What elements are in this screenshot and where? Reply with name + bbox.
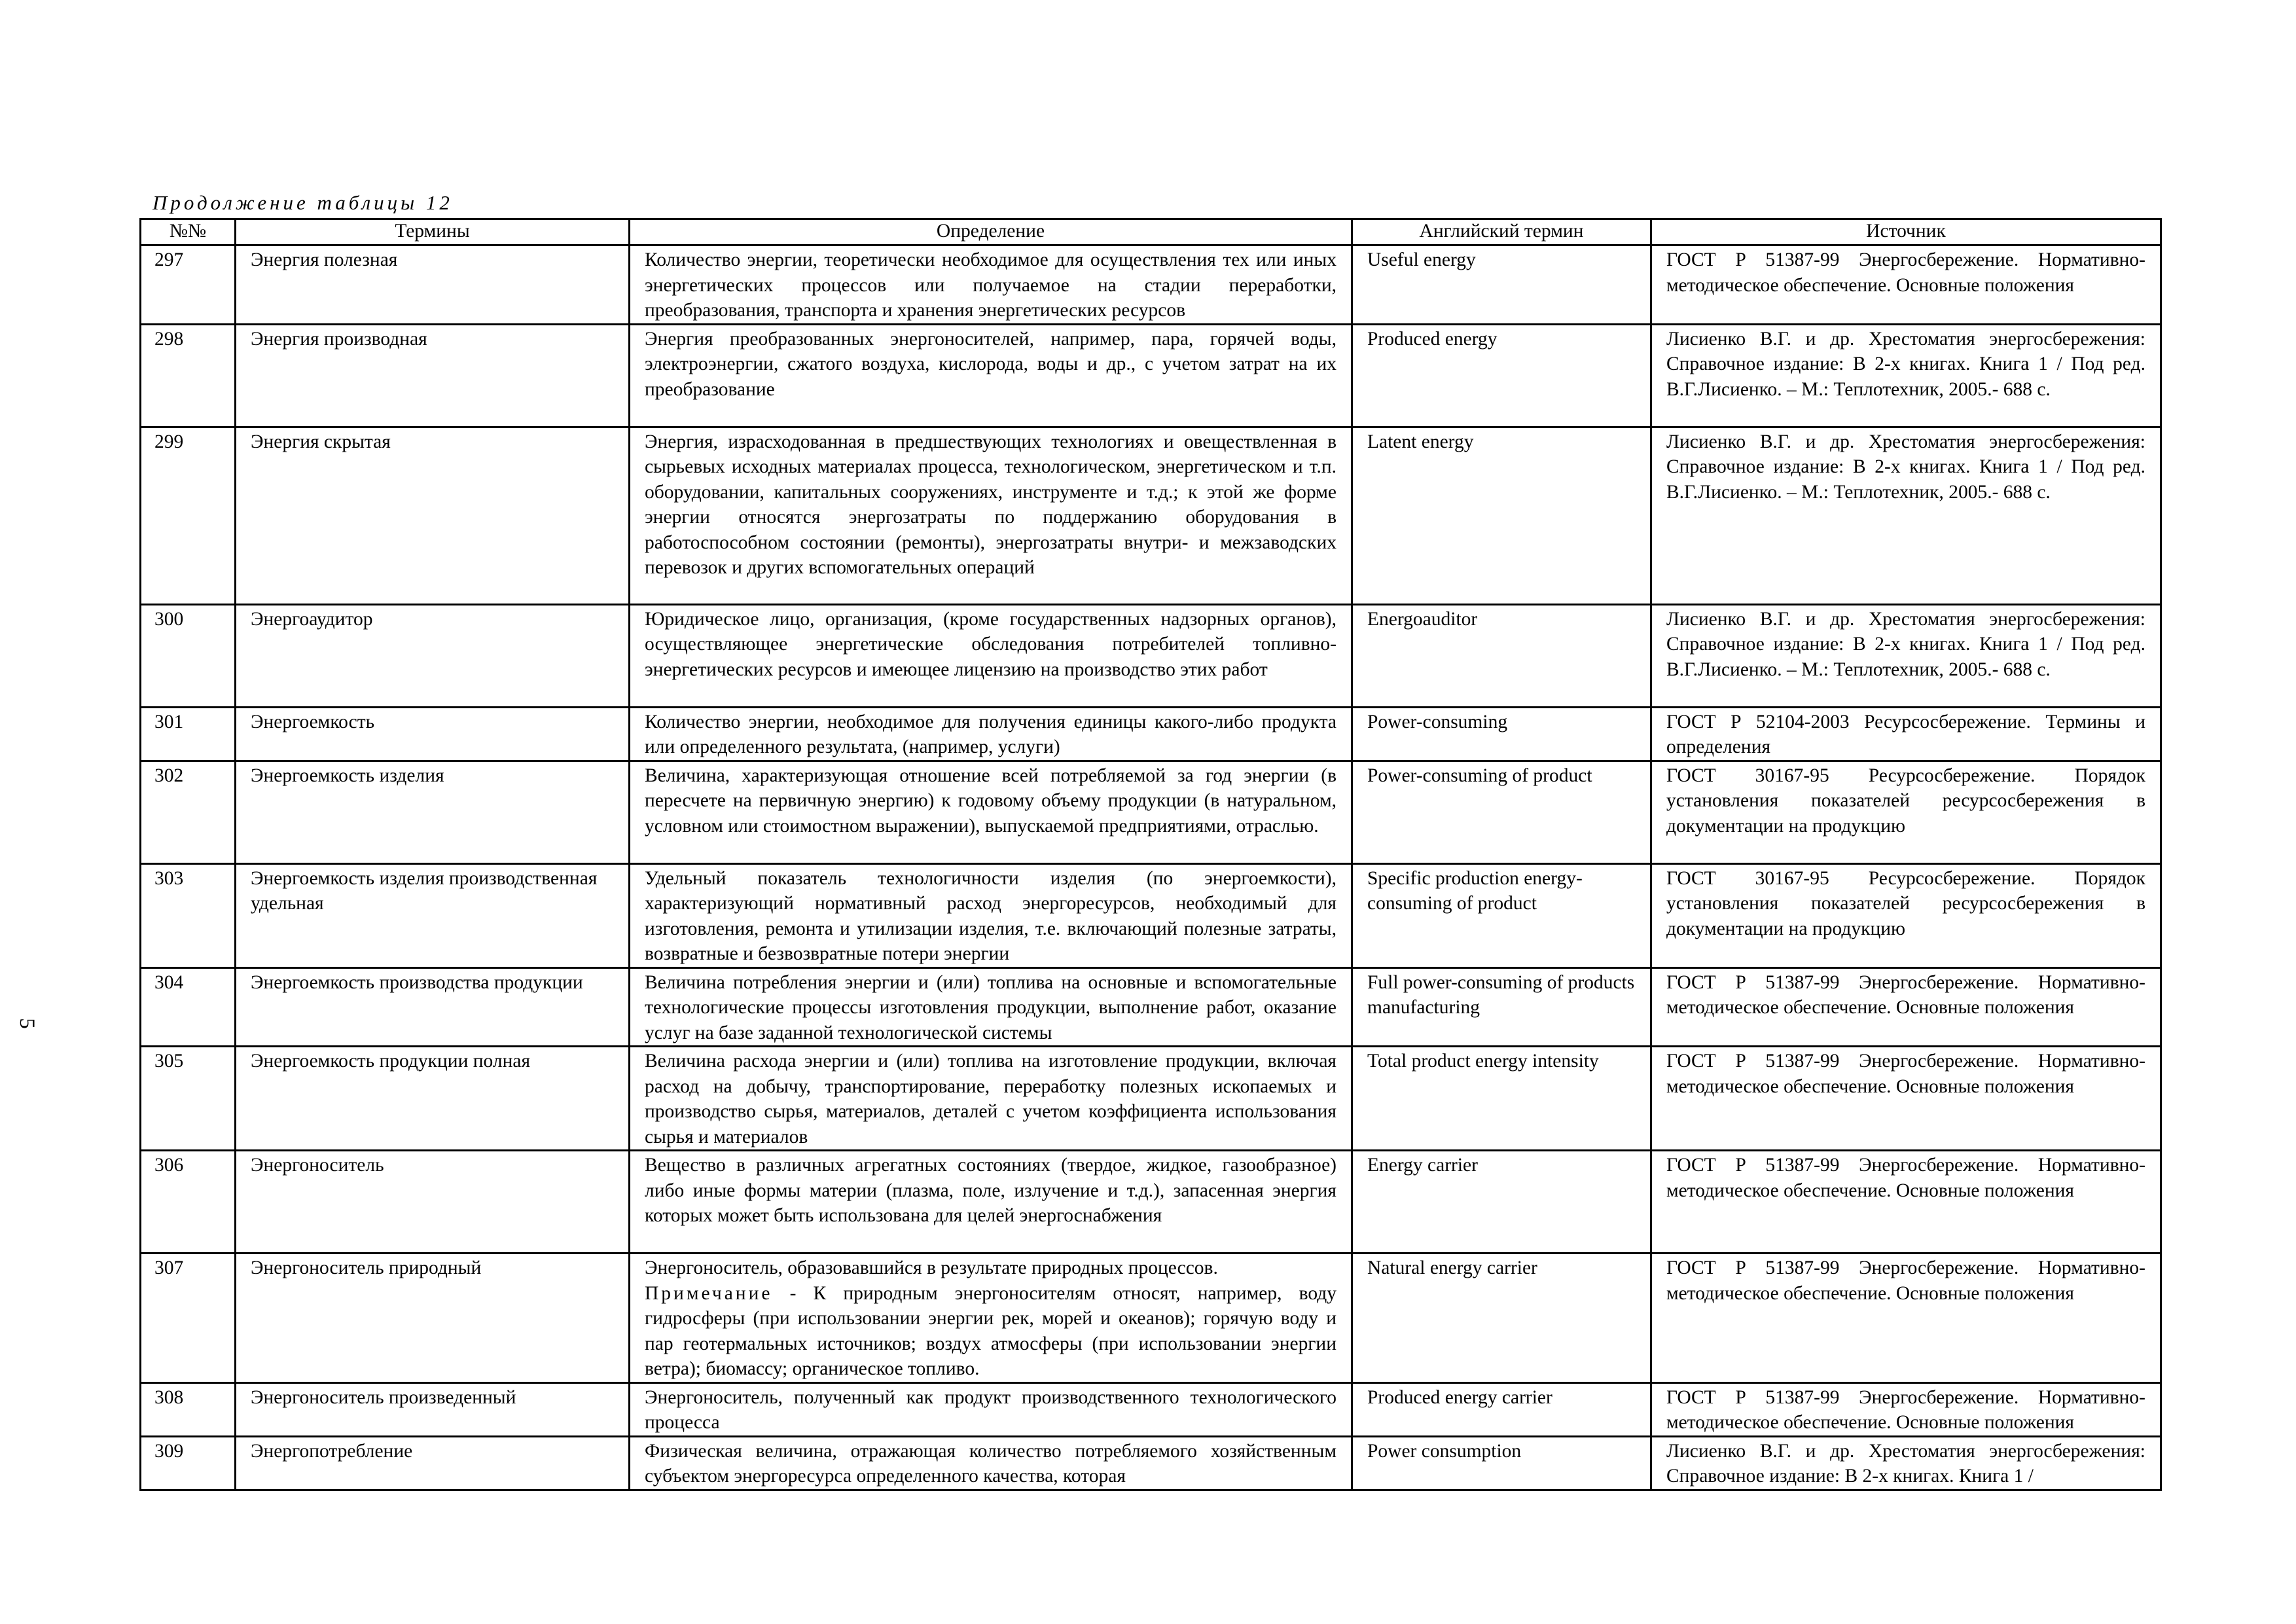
table-row [141, 1382, 2161, 1436]
table-row [141, 427, 2161, 604]
header-english-term: Английский термин [1352, 219, 1651, 245]
table-row [141, 1047, 2161, 1151]
row-number: 305 [141, 1047, 236, 1151]
row-term: Энергоноситель природный [236, 1254, 630, 1383]
row-definition: Удельный показатель технологичности изделия (по энергоемкости), характеризующий нормативный расход энергоресурсов, необходимый для изготовления, ремонта и утилизации изделия, т.е. включающий полезные затраты, возвратные и безвозвратные потери энергии [630, 863, 1352, 967]
row-english-term: Latent energy [1352, 427, 1651, 604]
row-number: 306 [141, 1151, 236, 1254]
row-term: Энергоноситель [236, 1151, 630, 1254]
table-row [141, 1436, 2161, 1490]
row-english-term: Power-consuming of product [1352, 761, 1651, 863]
row-english-term: Produced energy carrier [1352, 1382, 1651, 1436]
terms-table [139, 218, 2162, 1491]
row-number: 309 [141, 1436, 236, 1490]
table-row [141, 324, 2161, 427]
row-source: ГОСТ Р 51387-99 Энергосбережение. Нормативно-методическое обеспечение. Основные положения [1651, 245, 2161, 325]
row-number: 301 [141, 707, 236, 761]
row-source: ГОСТ Р 51387-99 Энергосбережение. Нормативно-методическое обеспечение. Основные положения [1651, 1254, 2161, 1383]
row-definition: Энергия, израсходованная в предшествующих технологиях и овеществленная в сырьевых исходных материалах процесса, технологическом, энергетическом и т.п. оборудовании, капитальных сооружениях, инструменте и т.д.; к этой же форме энергии относятся энергозатраты по поддержанию оборудования в работоспособном состоянии (ремонты), энергозатраты внутри- и межзаводских перевозок и других вспомогательных операций [630, 427, 1352, 604]
row-source: Лисиенко В.Г. и др. Хрестоматия энергосбережения: Справочное издание: В 2-х книгах. Книга 1 / Под ред. В.Г.Лисиенко. – М.: Теплотехник, 2005.- 688 с. [1651, 427, 2161, 604]
header-terms: Термины [236, 219, 630, 245]
header-definition: Определение [630, 219, 1352, 245]
header-number: №№ [141, 219, 236, 245]
row-english-term: Total product energy intensity [1352, 1047, 1651, 1151]
row-definition: Вещество в различных агрегатных состояниях (твердое, жидкое, газообразное) либо иные формы материи (плазма, поле, излучение и т.д.), запасенная энергия которых может быть использована для целей энергоснабжения [630, 1151, 1352, 1254]
row-term: Энергоемкость изделия производственная удельная [236, 863, 630, 967]
table-row [141, 245, 2161, 325]
row-english-term: Natural energy carrier [1352, 1254, 1651, 1383]
row-definition: Энергоноситель, полученный как продукт производственного технологического процесса [630, 1382, 1352, 1436]
table-row [141, 1254, 2161, 1383]
row-english-term: Energy carrier [1352, 1151, 1651, 1254]
table-caption: Продолжение таблицы 12 [152, 191, 453, 214]
table-row [141, 761, 2161, 863]
row-english-term: Power-consuming [1352, 707, 1651, 761]
row-term: Энергоемкость [236, 707, 630, 761]
row-term: Энергоемкость продукции полная [236, 1047, 630, 1151]
row-source: Лисиенко В.Г. и др. Хрестоматия энергосбережения: Справочное издание: В 2-х книгах. Книга 1 / [1651, 1436, 2161, 1490]
row-definition: Величина, характеризующая отношение всей потребляемой за год энергии (в пересчете на первичную энергию) к годовому объему продукции (в натуральном, условном или стоимостном выражении), выпускаемой предприятиями, отраслью. [630, 761, 1352, 863]
row-source: Лисиенко В.Г. и др. Хрестоматия энергосбережения: Справочное издание: В 2-х книгах. Книга 1 / Под ред. В.Г.Лисиенко. – М.: Теплотехник, 2005.- 688 с. [1651, 324, 2161, 427]
table-header-row [141, 219, 2161, 245]
row-source: ГОСТ Р 51387-99 Энергосбережение. Нормативно-методическое обеспечение. Основные положения [1651, 967, 2161, 1047]
row-english-term: Energoauditor [1352, 604, 1651, 707]
row-definition [630, 1254, 1352, 1383]
row-source: ГОСТ Р 52104-2003 Ресурсосбережение. Термины и определения [1651, 707, 2161, 761]
note-label: Примечание [645, 1282, 773, 1304]
row-number: 300 [141, 604, 236, 707]
table-row [141, 604, 2161, 707]
row-english-term: Produced energy [1352, 324, 1651, 427]
row-english-term: Useful energy [1352, 245, 1651, 325]
row-source: ГОСТ 30167-95 Ресурсосбережение. Порядок установления показателей ресурсосбережения в документации на продукцию [1651, 761, 2161, 863]
row-number: 299 [141, 427, 236, 604]
row-definition: Энергия преобразованных энергоносителей, например, пара, горячей воды, электроэнергии, сжатого воздуха, кислорода, воды и др., с учетом затрат на их преобразование [630, 324, 1352, 427]
row-definition: Величина расхода энергии и (или) топлива на изготовление продукции, включая расход на добычу, транспортирование, переработку полезных ископаемых и производство сырья, материалов, деталей с учетом коэффициента использования сырья и материалов [630, 1047, 1352, 1151]
row-source: ГОСТ Р 51387-99 Энергосбережение. Нормативно-методическое обеспечение. Основные положения [1651, 1151, 2161, 1254]
row-definition: Величина потребления энергии и (или) топлива на основные и вспомогательные технологические процессы изготовления продукции, выполнение работ, оказание услуг на базе заданной технологической системы [630, 967, 1352, 1047]
row-number: 308 [141, 1382, 236, 1436]
row-number: 307 [141, 1254, 236, 1383]
row-number: 303 [141, 863, 236, 967]
table-row [141, 707, 2161, 761]
definition-main-text: Энергоноситель, образовавшийся в результате природных процессов. [645, 1257, 1218, 1278]
row-number: 302 [141, 761, 236, 863]
row-source: ГОСТ 30167-95 Ресурсосбережение. Порядок установления показателей ресурсосбережения в документации на продукцию [1651, 863, 2161, 967]
row-source: ГОСТ Р 51387-99 Энергосбережение. Нормативно-методическое обеспечение. Основные положения [1651, 1382, 2161, 1436]
table-row [141, 1151, 2161, 1254]
row-number: 304 [141, 967, 236, 1047]
row-definition: Юридическое лицо, организация, (кроме государственных надзорных органов), осуществляющее энергетические обследования потребителей топливно-энергетических ресурсов и имеющее лицензию на производство этих работ [630, 604, 1352, 707]
note-text: - К природным энергоносителям относят, например, воду гидросферы (при использовании энергии рек, морей и океанов); горячую воду и пар геотермальных источников; воздух атмосферы (при использовании энергии ветра); биомассу; органическое топливо. [645, 1282, 1336, 1379]
header-source: Источник [1651, 219, 2161, 245]
row-number: 298 [141, 324, 236, 427]
table-row [141, 863, 2161, 967]
row-english-term: Power consumption [1352, 1436, 1651, 1490]
row-definition: Количество энергии, теоретически необходимое для осуществления тех или иных энергетических процессов или получаемое на стадии переработки, преобразования, транспорта и хранения энергетических ресурсов [630, 245, 1352, 325]
row-number: 297 [141, 245, 236, 325]
row-term: Энергия полезная [236, 245, 630, 325]
row-english-term: Specific production energy-consuming of product [1352, 863, 1651, 967]
row-term: Энергопотребление [236, 1436, 630, 1490]
row-definition: Физическая величина, отражающая количество потребляемого хозяйственным субъектом энергоресурса определенного качества, которая [630, 1436, 1352, 1490]
row-term: Энергоемкость изделия [236, 761, 630, 863]
row-term: Энергоноситель произведенный [236, 1382, 630, 1436]
table-row [141, 967, 2161, 1047]
row-source: Лисиенко В.Г. и др. Хрестоматия энергосбережения: Справочное издание: В 2-х книгах. Книга 1 / Под ред. В.Г.Лисиенко. – М.: Теплотехник, 2005.- 688 с. [1651, 604, 2161, 707]
row-term: Энергия производная [236, 324, 630, 427]
row-definition: Количество энергии, необходимое для получения единицы какого-либо продукта или определенного результата, (например, услуги) [630, 707, 1352, 761]
row-term: Энергоаудитор [236, 604, 630, 707]
row-english-term: Full power-consuming of products manufacturing [1352, 967, 1651, 1047]
page-number: 5 [14, 1018, 39, 1029]
row-term: Энергоемкость производства продукции [236, 967, 630, 1047]
row-term: Энергия скрытая [236, 427, 630, 604]
row-source: ГОСТ Р 51387-99 Энергосбережение. Нормативно-методическое обеспечение. Основные положения [1651, 1047, 2161, 1151]
